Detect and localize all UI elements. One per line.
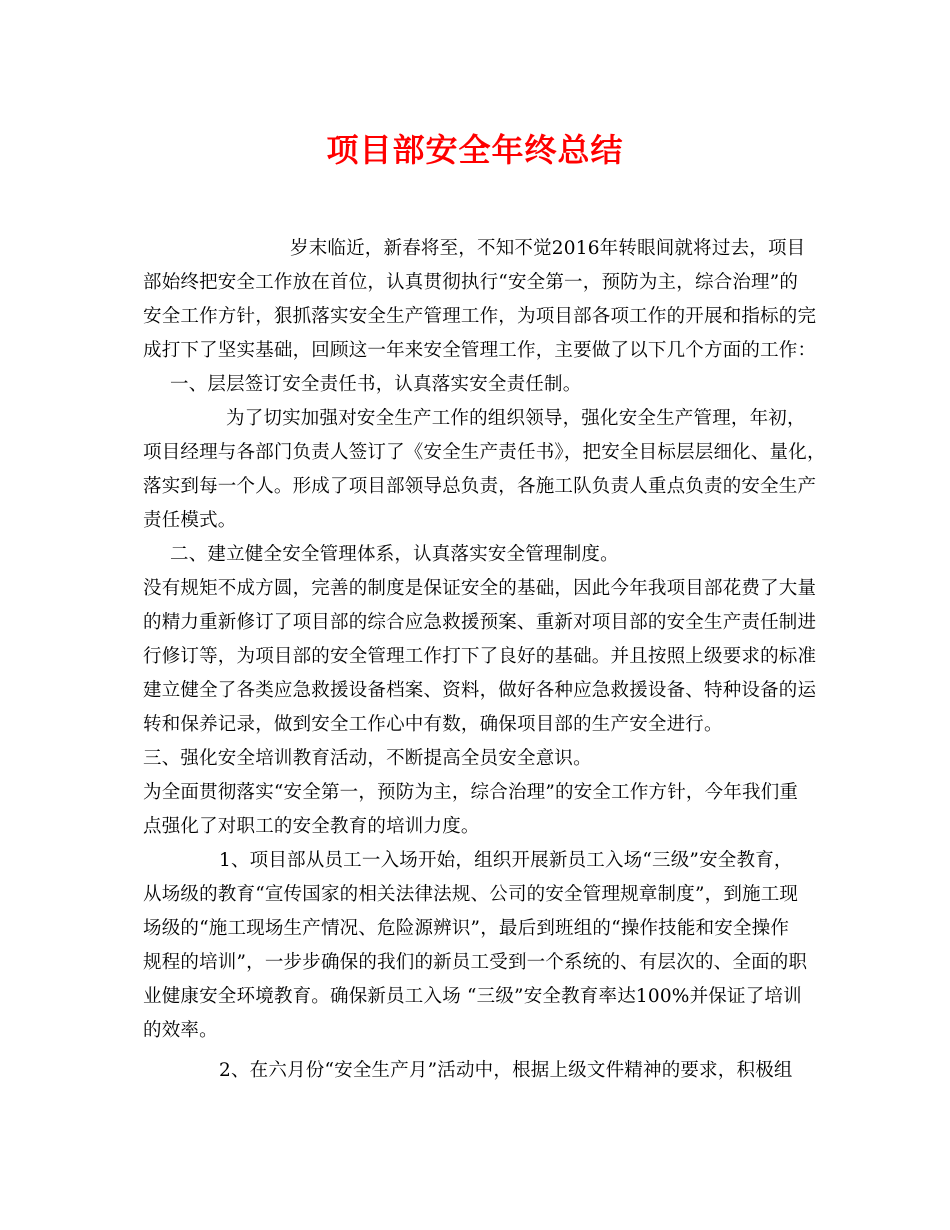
paragraph-line: 没有规矩不成方圆，完善的制度是保证安全的基础，因此今年我项目部花费了大量: [143, 578, 817, 599]
section-heading: 二、建立健全安全管理体系，认真落实安全管理制度。: [170, 544, 619, 565]
paragraph-line: 部始终把安全工作放在首位，认真贯彻执行“安全第一，预防为主，综合治理”的: [143, 272, 799, 293]
paragraph-line: 落实到每一个人。形成了项目部领导总负责，各施工队负责人重点负责的安全生产: [143, 476, 817, 497]
paragraph-line: 安全工作方针，狠抓落实安全生产管理工作，为项目部各项工作的开展和指标的完: [143, 306, 817, 327]
paragraph-line: 行修订等，为项目部的安全管理工作打下了良好的基础。并且按照上级要求的标准: [143, 646, 817, 667]
paragraph-line: 场级的“施工现场生产情况、危险源辨识”，最后到班组的“操作技能和安全操作: [143, 918, 790, 939]
paragraph-line: 规程的培训”，一步步确保的我们的新员工受到一个系统的、有层次的、全面的职: [143, 952, 808, 973]
paragraph-line: 2、在六月份“安全生产月”活动中，根据上级文件精神的要求，积极组: [219, 1060, 793, 1081]
paragraph-line: 从场级的教育“宣传国家的相关法律法规、公司的安全管理规章制度”，到施工现: [143, 884, 799, 905]
paragraph-line: 点强化了对职工的安全教育的培训力度。: [143, 816, 480, 837]
paragraph-line: 项目经理与各部门负责人签订了《安全生产责任书》，把安全目标层层细化、量化，: [143, 442, 826, 463]
paragraph-line: 为全面贯彻落实“安全第一，预防为主，综合治理”的安全工作方针，今年我们重: [143, 782, 799, 803]
section-heading: 一、层层签订安全责任书，认真落实安全责任制。: [170, 374, 582, 395]
paragraph-line: 成打下了坚实基础，回顾这一年来安全管理工作，主要做了以下几个方面的工作：: [143, 340, 817, 361]
paragraph-line: 的效率。: [143, 1020, 218, 1041]
paragraph-line: 的精力重新修订了项目部的综合应急救援预案、重新对项目部的安全生产责任制进: [143, 612, 817, 633]
section-heading: 三、强化安全培训教育活动，不断提高全员安全意识。: [143, 748, 592, 769]
paragraph-line: 1、项目部从员工一入场开始，组织开展新员工入场“三级”安全教育，: [219, 850, 793, 871]
paragraph-line: 转和保养记录，做到安全工作心中有数，确保项目部的生产安全进行。: [143, 714, 723, 735]
paragraph-line: 岁末临近，新春将至，不知不觉2016年转眼间就将过去，项目: [290, 238, 806, 259]
paragraph-line: 建立健全了各类应急救援设备档案、资料，做好各种应急救援设备、特种设备的运: [143, 680, 817, 701]
paragraph-line: 为了切实加强对安全生产工作的组织领导，强化安全生产管理，年初，: [226, 408, 806, 429]
paragraph-line: 责任模式。: [143, 510, 237, 531]
document-title: 项目部安全年终总结: [326, 131, 624, 169]
paragraph-line: 业健康安全环境教育。确保新员工入场 “三级”安全教育率达100%并保证了培训: [143, 986, 802, 1007]
